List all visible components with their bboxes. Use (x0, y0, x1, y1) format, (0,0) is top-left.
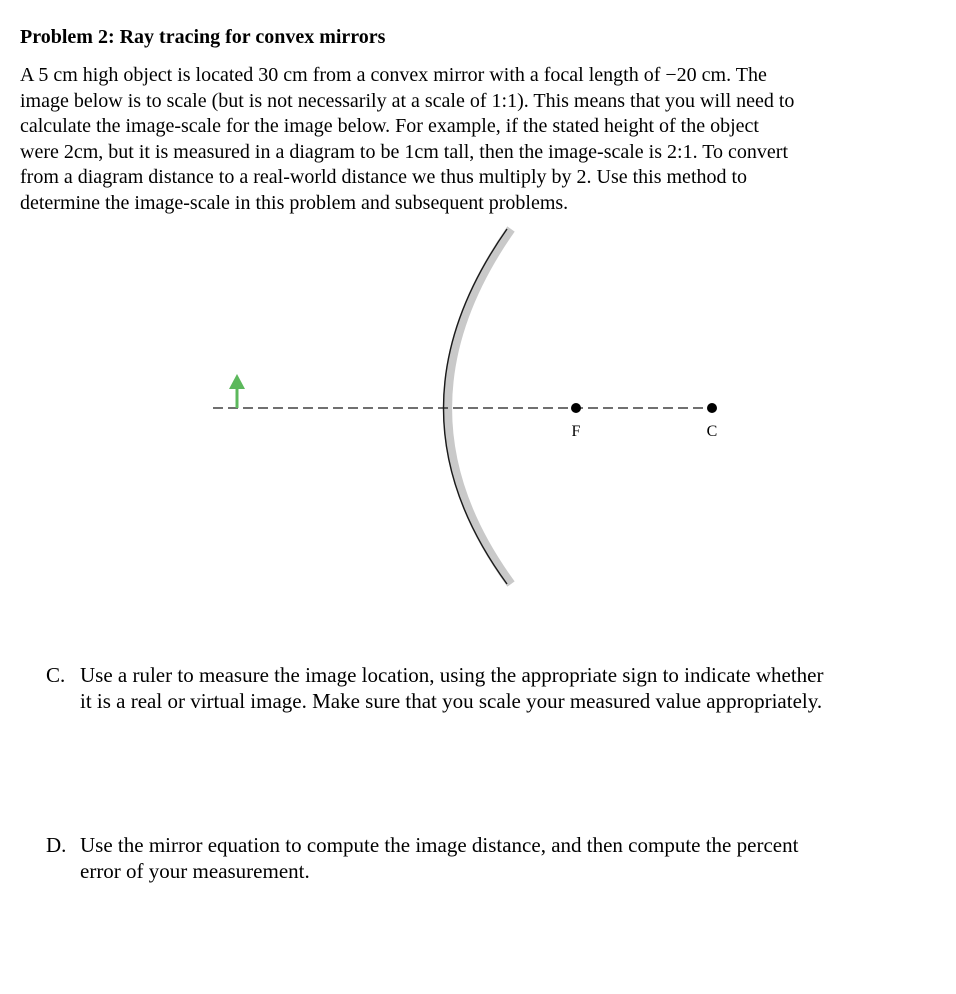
convex-mirror (444, 229, 508, 584)
focal-point-dot (571, 403, 581, 413)
problem-statement-line: determine the image-scale in this problem and subsequent problems. (20, 191, 569, 214)
center-of-curvature-label: C (706, 423, 718, 440)
problem-statement-line: calculate the image-scale for the image below. For example, if the stated height of the object (20, 115, 759, 138)
problem-statement-line: A 5 cm high object is located 30 cm from a convex mirror with a focal length of −20 cm. The (20, 64, 767, 86)
question-c (46, 662, 926, 714)
problem-statement-line: image below is to scale (but is not necessarily at a scale of 1:1). This means that you will need to (20, 89, 795, 112)
question-text (80, 662, 926, 714)
problem-statement-line: from a diagram distance to a real-world distance we thus multiply by 2. Use this method to (20, 166, 748, 189)
question-line: it is a real or virtual image. Make sure that you scale your measured value appropriately. (80, 689, 823, 713)
focal-point-label: F (571, 423, 581, 440)
mirror-shading (448, 229, 512, 584)
object-arrow (229, 374, 245, 408)
question-line: Use the mirror equation to compute the image distance, and then compute the percent (80, 833, 799, 857)
question-letter: C. (46, 663, 66, 687)
question-d (46, 832, 926, 884)
problem-statement (20, 63, 935, 217)
problem-title: Problem 2: Ray tracing for convex mirrors (20, 26, 386, 48)
question-line: error of your measurement. (80, 859, 310, 883)
center-of-curvature-dot (707, 403, 717, 413)
question-line: Use a ruler to measure the image location, using the appropriate sign to indicate whether (80, 663, 824, 687)
question-text (80, 832, 926, 884)
question-letter: D. (46, 833, 67, 857)
problem-statement-line: were 2cm, but it is measured in a diagram to be 1cm tall, then the image-scale is 2:1. To convert (20, 140, 788, 163)
